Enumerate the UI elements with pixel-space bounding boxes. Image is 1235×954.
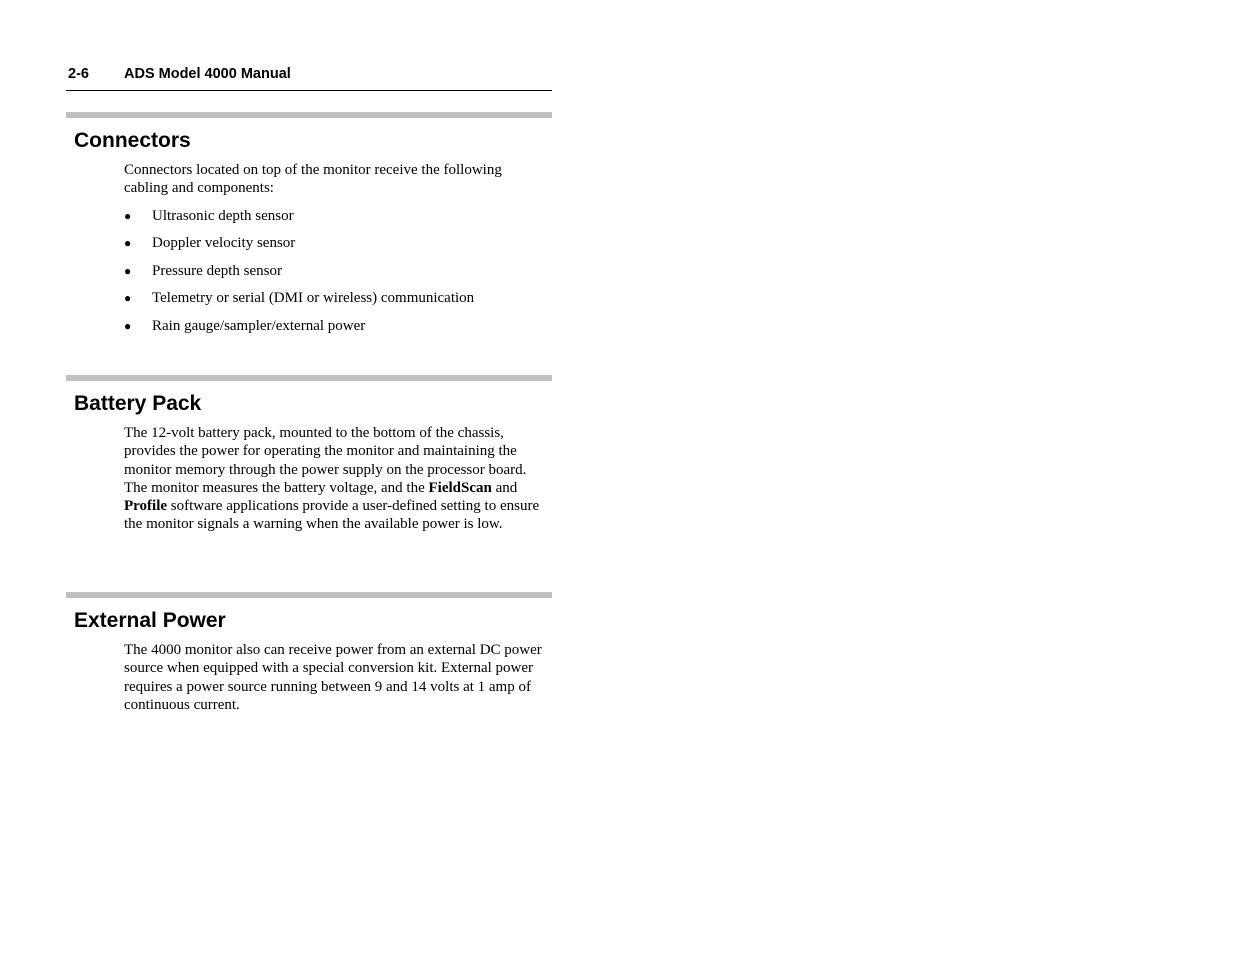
list-item-text: Doppler velocity sensor <box>152 235 296 252</box>
list-item <box>124 262 552 290</box>
bullet-icon: ● <box>124 208 132 223</box>
list-item-text: Pressure depth sensor <box>152 262 282 279</box>
section-heading-external-power: External Power <box>74 609 226 632</box>
profile-name: Profile <box>124 498 168 515</box>
bullet-icon: ● <box>124 236 132 251</box>
battery-pack-text <box>124 424 548 534</box>
page-number: 2-6 <box>68 66 89 82</box>
section-battery-pack <box>66 375 552 534</box>
section-connectors <box>66 112 552 344</box>
manual-title: ADS Model 4000 Manual <box>124 66 291 82</box>
bullet-icon: ● <box>124 263 132 278</box>
list-item <box>124 289 552 317</box>
external-power-text: The 4000 monitor also can receive power from an external DC power source when equipped with a special conversion kit. External power requires a power source running between 9 and 14 volts at 1 amp of continuous current. <box>124 642 542 713</box>
list-item <box>124 207 552 235</box>
section-heading-connectors: Connectors <box>74 129 191 152</box>
section-rule <box>66 375 552 381</box>
bullet-icon: ● <box>124 318 132 333</box>
list-item-text: Rain gauge/sampler/external power <box>152 317 366 334</box>
list-item-text: Ultrasonic depth sensor <box>152 207 294 224</box>
battery-text-part1: The 12-volt battery pack, mounted to the bottom of the chassis, provides the power for operating the monitor and maintaining the monitor memory through the power supply on the processor board. The monitor measures the battery voltage, and the <box>124 425 527 496</box>
connectors-list <box>124 207 552 345</box>
list-item <box>124 317 552 345</box>
fieldscan-name: FieldScan <box>428 479 492 496</box>
list-item <box>124 234 552 262</box>
section-heading-battery-pack: Battery Pack <box>74 392 202 415</box>
list-item-text: Telemetry or serial (DMI or wireless) communication <box>152 290 475 307</box>
section-rule <box>66 592 552 598</box>
running-header <box>66 64 552 91</box>
section-external-power <box>66 592 552 714</box>
section-rule <box>66 112 552 118</box>
bullet-icon: ● <box>124 291 132 306</box>
battery-text-part3: software applications provide a user-defined setting to ensure the monitor signals a warning when the available power is low. <box>124 498 540 533</box>
connectors-intro: Connectors located on top of the monitor receive the following cabling and components: <box>124 162 502 197</box>
battery-text-part2: and <box>491 479 518 496</box>
